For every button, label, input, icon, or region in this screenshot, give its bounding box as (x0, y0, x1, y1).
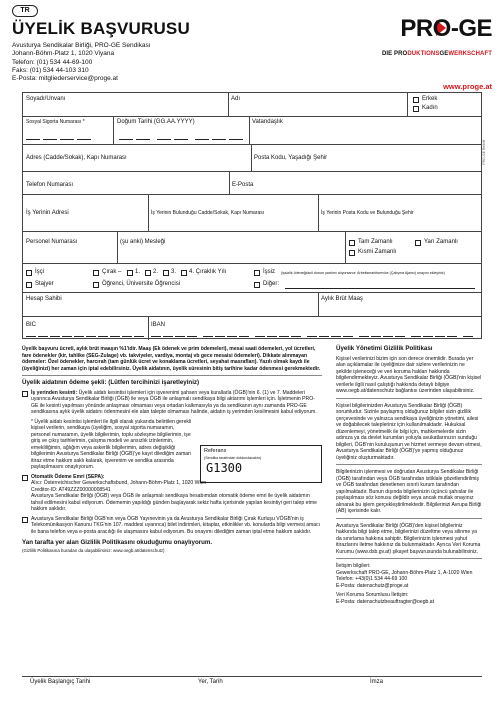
postal-label: Posta Kodu, Yaşadığı Şehir (254, 155, 328, 161)
worker-checkbox[interactable] (26, 270, 32, 276)
intern-label: Stajyer (35, 281, 54, 287)
surname-label: Soyadı/Unvanı (26, 96, 66, 102)
start-date-label: Üyelik Başlangıç Tarihi (30, 679, 91, 685)
logo-tagline: DIE PRODUKTIONSGEWERKSCHAFT (381, 51, 492, 57)
apprentice-year-1-label: 1. (135, 269, 141, 275)
part-time-checkbox[interactable] (415, 240, 421, 246)
privacy-p2: Kişisel bilgilerinizden Avusturya Sendikalar Birliği (ÖGB) sorumludur. Sizinle paylaşmış olduğunuz bilgiler sizin gizlilik çerçevesinde ve yalnızca sendikaya üyeliğinizin yönetimi, ailesi ve doğabilecek talepleriniz için kullanılmaktadır. Hukuksal düzenlemeyi, yönetmelik ile bilgi için, mahkemelerde sizin adınıza ya da devlet kurumları yoluyla avukatlarınızın sunduğu bilgileri, ÖGB'nin kuruluşunun ve hizmet vermeye devam etmesi, Avusturya Sendikalar Birliği (ÖGB)'ye yapmış olduğunuz üyeliğiniz oluşturmaktadır. (336, 402, 482, 461)
employer-postal-label: İş Yerinin Posta Kodu ve Bulunduğu Şehir (321, 210, 414, 216)
org-name: Avusturya Sendikalar Birliği, PRO-GE Sendikası (12, 42, 151, 49)
unemployed-label: İşsiz (263, 269, 275, 275)
female-checkbox[interactable] (413, 106, 419, 112)
male-checkbox[interactable] (413, 97, 419, 103)
email-label: E-Posta (232, 182, 254, 188)
worker-label: İşçi (35, 269, 44, 275)
marginal-checkbox[interactable] (349, 250, 355, 256)
info-consent-text: Avusturya Sendikalar Birliği ÖGB'nin veya ÖGB Yayınevinin ya da Avusturya Sendikalar Birliği Çırak Kurluşu VÖGB'nin iş Telekomünikasyon Kanunu TKG'nin 107. maddesi uyarınca) bilet indirimleri, kitaplar, etkinlikler vb. konularda bilgi vermesi amacı ile bana telefon veya e-posta aracılığı ile ulaşmasını kabul ediyorum. Bu onayımı dilediğim zaman iptal etme hakkım saklıdır. (31, 515, 321, 535)
contact-block (12, 42, 151, 83)
account-holder-label: Hesap Sahibi (26, 296, 62, 302)
part-time-label: Yarı Zamanlı (424, 239, 458, 245)
contact-line-2: Telefon: +43(0)1 534 44-69 100 (336, 576, 408, 582)
privacy-p1: Kişisel verilerinizi bizim için son derece önemlidir. Burada yer alan açıklamalar ile üyeliğinize dair sizlere verilerinizin ne şekilde işleneceği ve veri koruma hakları hakkında bilgilendirmekteyiz. Avusturya Sendikalar Birliği (ÖGB)'nin kişisel verilerle ilgili nasıl çalıştığı hakkında detaylı bilgiye www.oegb.at/datenschutz bağlantısı üzerinden ulaşabilirsiniz. (336, 355, 482, 394)
payroll-consent-text: * Üyelik aidatı kesintisi işlemleri ile ilgili olarak yukarıda belirtilen gerekli kişisel verilerin, sendikaya (üyeliğim, sosyal sigorta numaramın, personel numaramın, üyelik bilgilerimin, toplu sözleşme bilgilerimin, işe giriş ve çıkış tarihlerimin, çalışma modeli ve ansızlık izinlerimin, emekliliğimin, ağlığım veya askerlik bilgilerimin, adres değişikliği bilgilerimin Avusturya Sendikalar Birliği (ÖGB)'ye kayıt dilediğim zaman itiraz etme hakkım saklı kalarak, işverenim ve sendika arasında paylaşılmasını onaylıyorum. (31, 418, 192, 470)
payroll-checkbox[interactable] (22, 391, 28, 397)
payroll-consent (22, 418, 322, 475)
signature-label: İmza (370, 679, 384, 685)
profession-label: (şu anki) Mesleği (120, 239, 166, 245)
info-consent-checkbox[interactable] (22, 517, 28, 523)
apprentice-year-3-checkbox[interactable] (163, 270, 169, 276)
payroll-text: Üyelik aidatı kesintisi işlemleri için işverenimi şahsen veya kurallarla (ÖGB)'nin 6. (1) ve 7. Maddeleri uyarınca Avusturya Sendikalar Birliği (ÖGB) ile veya ÖGB ile anlaşmalı sendikaya bilgi aktarımı işlemleri için. İşletmenin PRO-GE ile kesinti yapılması yönünde anlaşması olmaması veya ortadan kalkmasıyla ya da sendikanın aynı zamanda PRO-GE sendikasına aylık üyelik aidatını ödenmesini ele alan talepte olmaması halinde, aidatın iş yerimden kesilmesini kabul ediyorum. (31, 389, 317, 415)
unemployed-checkbox[interactable] (254, 270, 260, 276)
website-link[interactable]: www.proge.at (443, 82, 492, 91)
apprentice-year-1-checkbox[interactable] (127, 270, 133, 276)
apprentice-year-2-label: 2. (153, 269, 159, 275)
apprentice-year-2-checkbox[interactable] (145, 270, 151, 276)
reference-sub: (Sendika tarafından doldurulacaktır) (204, 455, 262, 460)
org-phone: Telefon: (01) 534 44-69-100 (12, 58, 93, 66)
privacy-p3: Bilgilerinizin işlenmesi ve doğrudan Avusturya Sendikalar Birliği (ÖGB) tarafından veya ÖGB tarafından istiklale gözetlendirilmiş ve ÖGB tarafından denetlenen sınırlı kurum tarafından yapılmaktadır. Bunun dışında bilgilerinizin üçüncü şahıslar ile paylaşılması söz konusu değildir veya ancak mutlak onayınız alınarak bu işlem gerçekleştirilmektedir. Bilgilerinizi Avrupa Birliği (AB) içerisinde kalır. (336, 469, 482, 514)
male-label: Erkek (422, 96, 438, 102)
dob-label: Doğum Tarihi (GG.AA.YYYY) (117, 119, 195, 125)
full-time-checkbox[interactable] (349, 240, 355, 246)
privacy-ack-sub: (Gizlilik Politikasına buradan da ulaşabilirsiniz: www.oegb.at/datenschutz) (22, 547, 165, 553)
ssn-label: Sosyal Sigorta Numarası * (26, 119, 85, 125)
unemployed-note: (işsizlik ödeneği/acil durum yardımı alıyorsanız: Arbeitsmarktservice (Çalışma Ajansı) onayını ekleyiniz) (281, 271, 445, 275)
contact-label: İletişim bilgileri: (336, 563, 371, 569)
proge-logo (392, 16, 492, 50)
personnel-no-label: Personel Numarası (26, 239, 78, 245)
iban-label: IBAN (151, 322, 166, 328)
employer-street-label: İş Yerinin Bulunduğu Cadde/Sokak, Kapı Numarası (151, 210, 265, 216)
dpo-email: E-Posta: datenschutzbeauftragter@oegb.at (336, 598, 435, 605)
org-email: E-Posta: mitgliederservice@proge.at (12, 75, 118, 83)
org-address: Johann-Böhm-Platz 1, 1020 Viyana (12, 50, 115, 58)
place-date-label: Yer, Tarih (198, 679, 223, 685)
sepa-checkbox[interactable] (22, 475, 28, 481)
org-fax: Faks: (01) 534 44-103 310 (12, 66, 89, 74)
dpo-label: Veri Koruma Sorumlusu İletişim: (336, 592, 409, 598)
info-consent-option[interactable] (22, 516, 322, 536)
other-label: Diğer: (263, 281, 280, 287)
sepa-title: Otomatik Ödeme Emri (SEPA): (31, 473, 105, 480)
payroll-title: İş yerinden kesinti: (31, 389, 78, 396)
other-field[interactable] (285, 288, 475, 289)
membership-form-grid (22, 92, 482, 339)
contact-line-1: Gewerkschaft PRO-GE, Johann-Böhm-Platz 1, A-1020 Wien (336, 569, 473, 576)
right-column (336, 346, 482, 605)
apprentice-checkbox[interactable] (93, 270, 99, 276)
marginal-label: Kısmi Zamanlı (358, 249, 397, 255)
full-time-label: Tam Zamanlı (358, 239, 393, 245)
address-label: Adres (Cadde/Sokak), Kapı Numarası (26, 155, 127, 161)
side-form-code: PRO-GE Beitritt (482, 140, 486, 165)
payroll-option[interactable] (22, 390, 322, 416)
privacy-heading: Üyelik Yönetimi Gizlilik Politikası (336, 345, 433, 352)
left-column (22, 346, 322, 554)
apprentice-year-3-label: 3. (171, 269, 177, 275)
privacy-p4: Avusturya Sendikalar Birliği (ÖGB)'den kişisel bilgileriniz hakkında bilgi talep etme, bilgilerinizi düzeltme veya silinme ya da sınırlama hakkına sahiptir. Bilgilerinizin işlenmesi yahut itirazlarını iletme hakkınız da bulunmaktadır. Ayrıca Veri Koruma Kurumu (www.dsb.gv.at) şikayet başvurusunda bulunabilirsiniz. (336, 522, 481, 555)
payment-heading: Üyelik aidatının ödeme şekli: (Lütfen tercihinizi işaretleyiniz) (22, 379, 200, 386)
apprentice-year-4-checkbox[interactable] (181, 270, 187, 276)
privacy-ack: Yan tarafta yer alan Gizlilik Politikasını okuduğumu onaylıyorum. (22, 539, 213, 546)
phone-label: Telefon Numarası (26, 182, 74, 188)
student-label: Öğrenci, Üniversite Öğrencisi (102, 281, 181, 287)
intern-checkbox[interactable] (26, 282, 32, 288)
citizenship-label: Vatandaşlık (252, 119, 283, 125)
signature-line (22, 676, 482, 677)
sepa-text: Alıcı: Österreichischer Gewerkschaftsbund, Johann-Böhm-Platz 1, 1020 Wien Creditor-ID: AT49ZZZ00000008541 Avusturya Sendikalar Birliği (ÖGB) veya ÖGB ile anlaşmalı sendikaya hesabımdan otomatik ödeme emri ile üyelik aidatımın tahsil edilmesini kabul ediyorum. Ödememin yapıldığı günden başlayarak sekiz hafta içerisinde yapılan kesintiyi geri talep etme hakkım saklıdır. (31, 480, 317, 512)
logo-text: PRO-GE (400, 15, 492, 42)
reference-value: G1300 (206, 460, 243, 475)
apprentice-label: Çırak – (102, 269, 122, 275)
gross-salary-label: Aylık Brüt Maaş (321, 296, 363, 302)
language-badge: TR (12, 5, 38, 17)
student-checkbox[interactable] (93, 282, 99, 288)
bic-label: BIC (26, 322, 37, 328)
fee-paragraph: Üyelik başvuru ücreti, aylık brüt maaşın %1'idir. Maaş (Ek ödenek ve prim ödemeleri), mesai saati ödemeleri, yol ücretleri, fare ödenekler (kir, tahlike (SEG-Zulage) vb. takviyeler, vardiya, montaj vb gece mesaisi ödemeleri). Dikkate alınmayan ödemeler: Özel ödenekler, harcırah (tam günlük ücret ve konaklama ücretleri, seyahat masrafları). Yazılı olmak kaydı ile (üyeliğinizi) her zaman için iptal edebilirsiniz. Üyelik aidatının, üyelik süresinin bitiş tarihine kadar ödenmesi gerekmektedir. (22, 346, 321, 372)
sepa-option[interactable] (22, 474, 322, 513)
other-checkbox[interactable] (254, 282, 260, 288)
female-label: Kadın (422, 105, 438, 111)
name-label: Adı (231, 96, 241, 102)
apprentice-year-4-label: 4. Çıraklık Yılı (189, 269, 227, 275)
contact-line-3: E-Posta: datenschutz@proge.at (336, 582, 409, 589)
reference-label: Referans (204, 447, 227, 454)
employer-label: İş Yerinin Adresi (26, 210, 69, 216)
page-title: ÜYELİK BAŞVURUSU (12, 19, 190, 38)
